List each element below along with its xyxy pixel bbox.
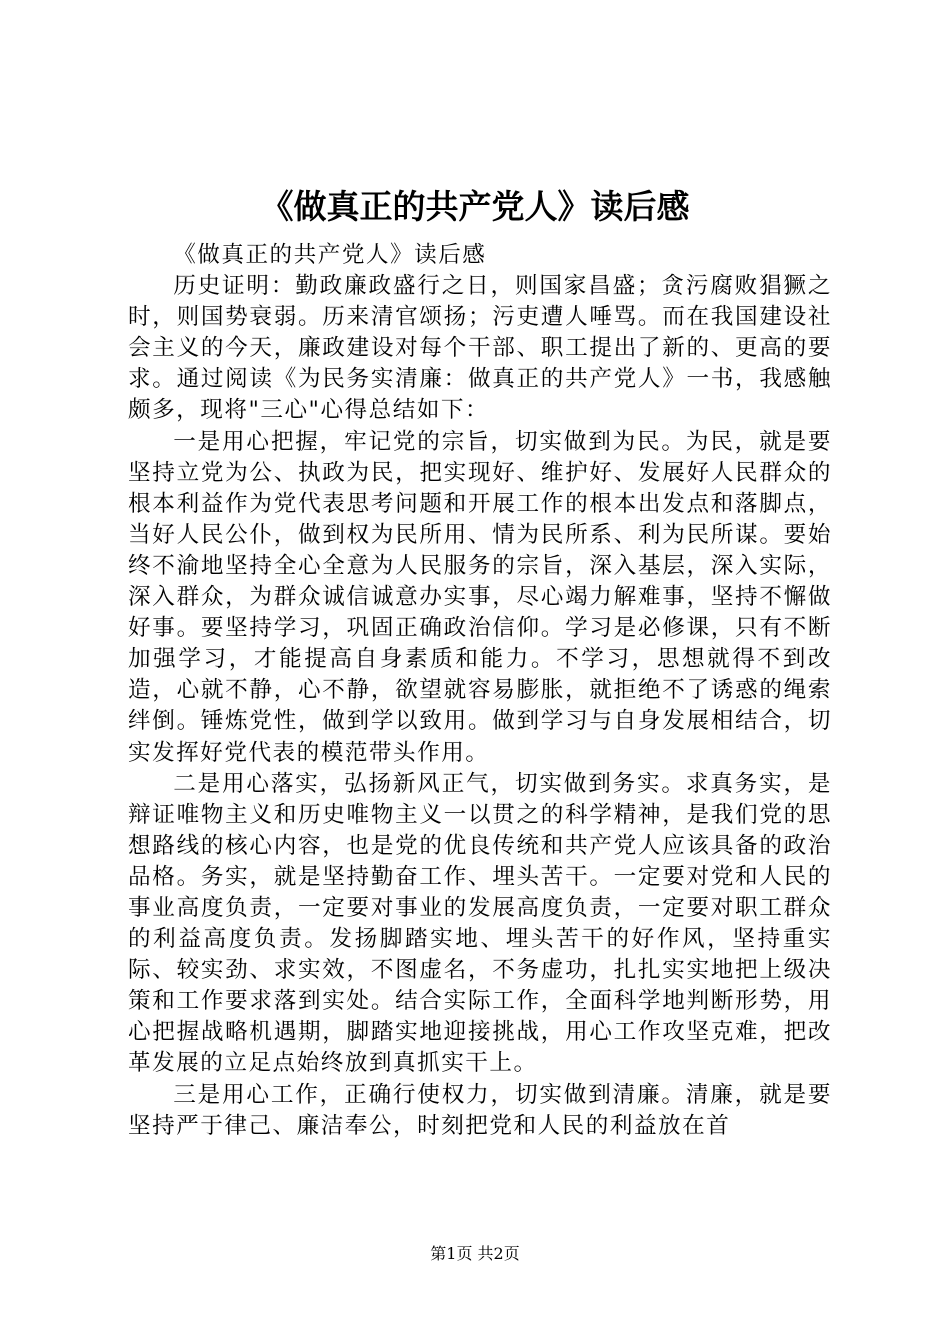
paragraph-point-three: 三是用心工作，正确行使权力，切实做到清廉。清廉，就是要坚持严于律己、廉洁奉公，时刻把党和人民的利益放在首 (128, 1081, 832, 1139)
paragraph-point-two: 二是用心落实，弘扬新风正气，切实做到务实。求真务实，是辩证唯物主义和历史唯物主义一以贯之的科学精神，是我们党的思想路线的核心内容，也是党的优良传统和共产党人应该具备的政治品格。务实，就是坚持勤奋工作、埋头苦干。一定要对党和人民的事业高度负责，一定要对事业的发展高度负责，一定要对职工群众的利益高度负责。发扬脚踏实地、埋头苦干的好作风，坚持重实际、较实劲、求实效，不图虚名，不务虚功，扎扎实实地把上级决策和工作要求落到实处。结合实际工作，全面科学地判断形势，用心把握战略机遇期，脚踏实地迎接挑战，用心工作攻坚克难，把改革发展的立足点始终放到真抓实干上。 (128, 770, 832, 1077)
paragraph-subtitle: 《做真正的共产党人》读后感 (173, 242, 487, 268)
paragraph-intro: 历史证明：勤政廉政盛行之日，则国家昌盛；贪污腐败猖獗之时，则国势衰弱。历来清官颂扬；污吏遭人唾骂。而在我国建设社会主义的今天，廉政建设对每个干部、职工提出了新的、更高的要求。通过阅读《为民务实清廉：做真正的共产党人》一书，我感触颇多，现将"三心"心得总结如下： (128, 273, 832, 424)
document-body (128, 240, 832, 1142)
page-number-footer: 第1页 共2页 (430, 1244, 520, 1263)
paragraph-point-one: 一是用心把握，牢记党的宗旨，切实做到为民。为民，就是要坚持立党为公、执政为民，把实现好、维护好、发展好人民群众的根本利益作为党代表思考问题和开展工作的根本出发点和落脚点，当好人民公仆，做到权为民所用、情为民所系、利为民所谋。要始终不渝地坚持全心全意为人民服务的宗旨，深入基层，深入实际，深入群众，为群众诚信诚意办实事，尽心竭力解难事，坚持不懈做好事。要坚持学习，巩固正确政治信仰。学习是必修课，只有不断加强学习，才能提高自身素质和能力。不学习，思想就得不到改造，心就不静，心不静，欲望就容易膨胀，就拒绝不了诱惑的绳索绊倒。锤炼党性，做到学以致用。做到学习与自身发展相结合，切实发挥好党代表的模范带头作用。 (128, 428, 832, 766)
document-title: 《做真正的共产党人》读后感 (260, 187, 690, 226)
